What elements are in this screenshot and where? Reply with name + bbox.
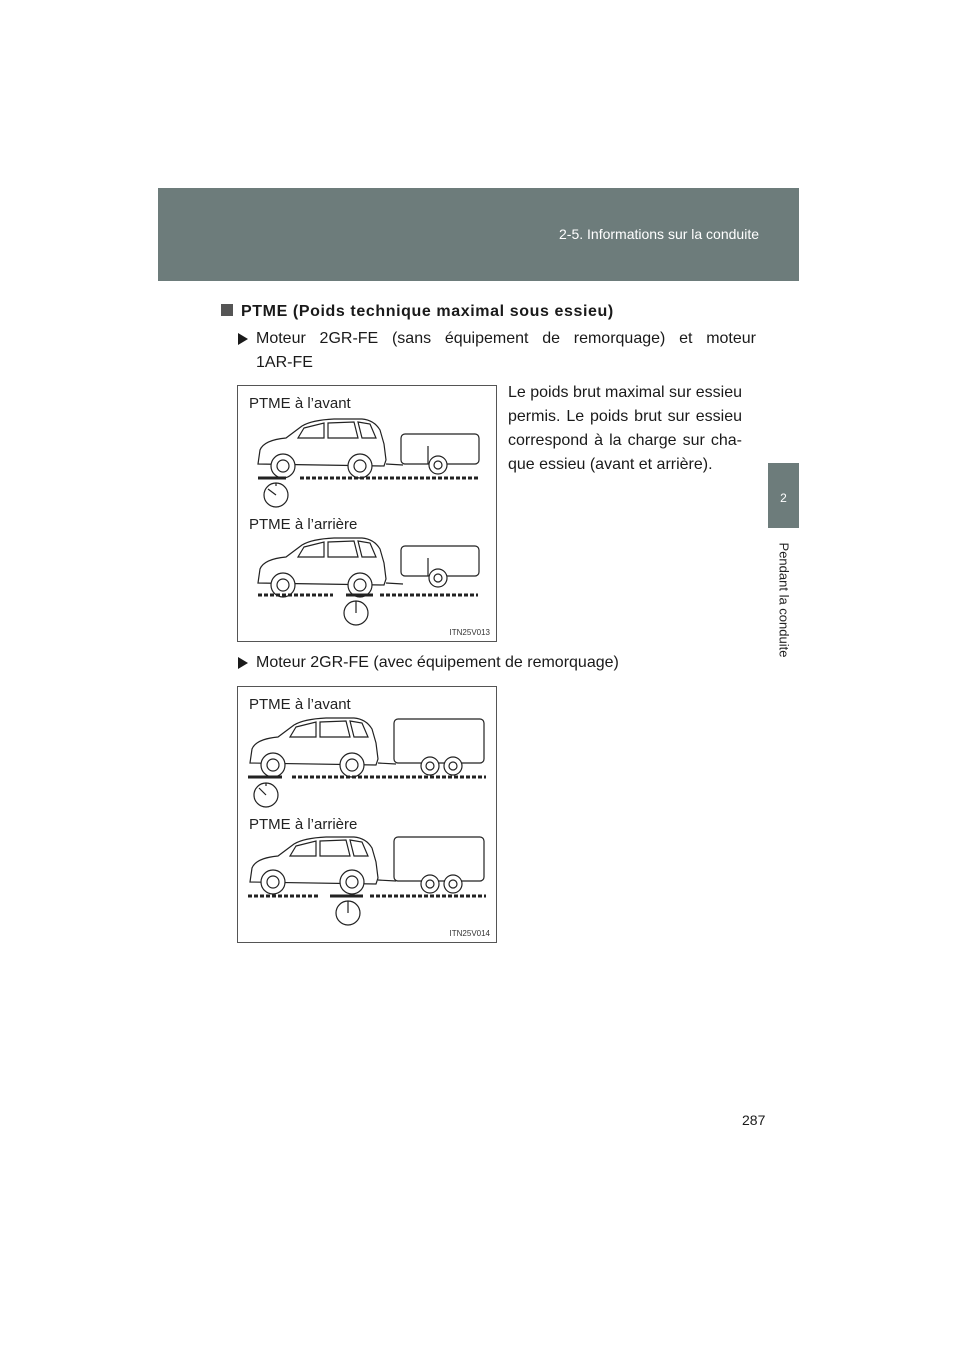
chapter-number: 2 (780, 491, 787, 505)
section-heading: PTME (Poids technique maximal sous essieu) (221, 303, 614, 321)
single-axle-trailer-illustration (238, 386, 496, 641)
bullet-2-text: Moteur 2GR-FE (avec équipement de remorquage) (256, 654, 619, 671)
figure-code: ITN25V014 (449, 929, 490, 938)
section-title: 2-5. Informations sur la conduite (559, 226, 759, 242)
rear-label: PTME à l’arrière (249, 516, 358, 533)
rear-label: PTME à l’arrière (249, 816, 358, 833)
front-label: PTME à l’avant (249, 395, 351, 412)
figure-dual-axle (237, 686, 497, 943)
chapter-label: Pendant la conduite (776, 542, 792, 658)
front-scene (258, 419, 479, 507)
front-scene (248, 718, 486, 807)
bullet-item-2 (238, 651, 758, 675)
front-label: PTME à l’avant (249, 696, 351, 713)
figure-code: ITN25V013 (449, 628, 490, 637)
page-number: 287 (742, 1112, 766, 1128)
bullet-item-1 (238, 327, 756, 375)
rear-scene (258, 538, 479, 625)
triangle-bullet-icon (238, 333, 248, 345)
description-paragraph: Le poids brut maximal sur essieu permis. Le poids brut sur essieu correspond à la charge sur cha-que essieu (avant et arrière). (508, 384, 742, 473)
bullet-1-line-1: Moteur 2GR-FE (sans équipement de remorquage) et moteur (256, 330, 756, 347)
triangle-bullet-icon (238, 657, 248, 669)
square-bullet-icon (221, 304, 233, 316)
dual-axle-trailer-illustration (238, 687, 496, 942)
page-header (158, 188, 799, 281)
rear-scene (248, 837, 486, 925)
chapter-tab (768, 463, 799, 528)
bullet-1-line-2: 1AR-FE (256, 354, 313, 371)
figure-single-axle (237, 385, 497, 642)
